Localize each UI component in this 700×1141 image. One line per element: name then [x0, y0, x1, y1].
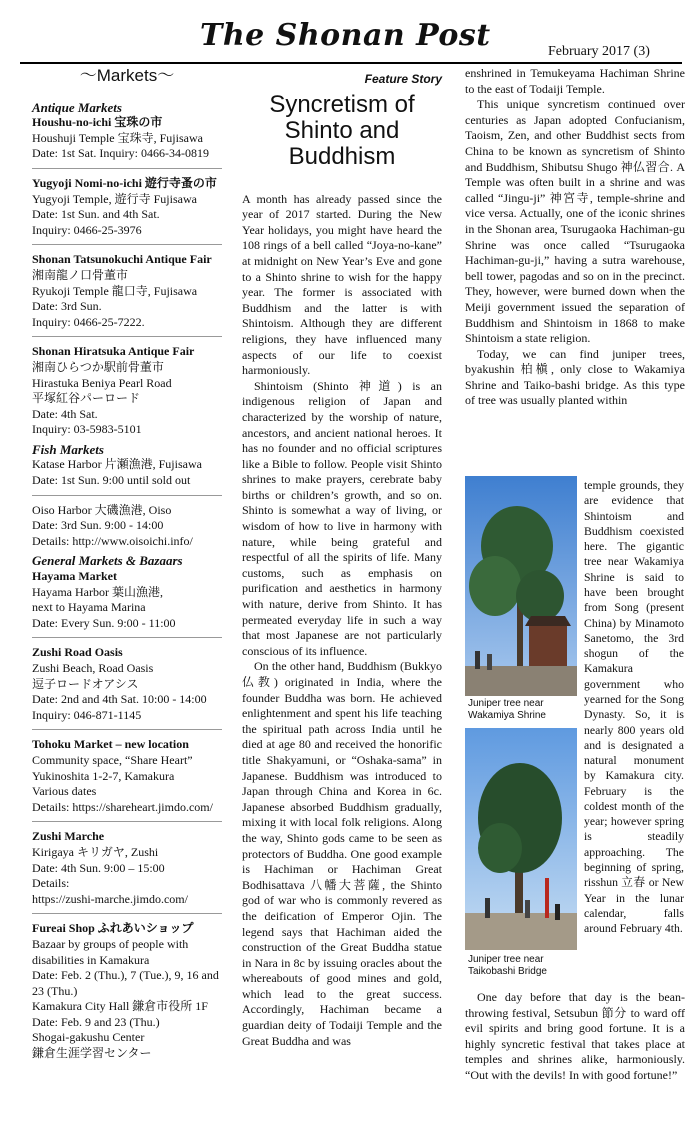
- market-detail: Date: Feb. 9 and 23 (Thu.): [32, 1014, 160, 1029]
- market-detail: Date: 1st Sun. and 4th Sat.: [32, 207, 160, 222]
- market-detail: Date: 4th Sat.: [32, 406, 98, 421]
- masthead: [0, 0, 700, 64]
- entry-divider: [32, 637, 222, 638]
- market-detail: 鎌倉生涯学習センター: [32, 1046, 152, 1061]
- entry-divider: [32, 244, 222, 245]
- market-entry: [32, 457, 222, 488]
- market-detail: Shogai-gakushu Center: [32, 1030, 145, 1045]
- juniper-photo-taikobashi: [465, 728, 577, 950]
- general-markets-heading: General Markets & Bazaars: [32, 553, 183, 569]
- article-paragraph: enshrined in Temukeyama Hachiman Shrine to the east of Todaiji Temple.: [465, 66, 685, 96]
- market-detail: Details: http://www.oisoichi.info/: [32, 533, 193, 548]
- photo-caption: Juniper tree near Wakamiya Shrine: [468, 698, 546, 721]
- market-entry: [32, 829, 222, 907]
- market-name: Zushi Road Oasis: [32, 645, 123, 660]
- market-detail: Date: 1st Sun. 9:00 until sold out: [32, 473, 191, 488]
- market-name: Zushi Marche: [32, 829, 105, 844]
- market-detail: Bazaar by groups of people with disabilities in Kamakura: [32, 936, 189, 967]
- photo-caption: Juniper tree near Taikobashi Bridge: [468, 954, 547, 977]
- market-detail: Hirastuka Beniya Pearl Road: [32, 375, 172, 390]
- newspaper-title: The Shonan Post: [200, 18, 491, 53]
- market-entry: [32, 115, 222, 162]
- market-detail: Yugyoji Temple, 遊行寺 Fujisawa: [32, 191, 197, 206]
- market-detail: next to Hayama Marina: [32, 600, 146, 615]
- article-headline: Syncretism of Shinto and Buddhism: [269, 90, 415, 170]
- market-name: Tohoku Market – new location: [32, 737, 189, 752]
- market-detail: Date: 2nd and 4th Sat. 10:00 - 14:00: [32, 692, 207, 707]
- market-detail: https://zushi-marche.jimdo.com/: [32, 891, 188, 906]
- market-detail: Date: Every Sun. 9:00 - 11:00: [32, 615, 176, 630]
- market-detail: Houshuji Temple 宝珠寺, Fujisawa: [32, 130, 203, 145]
- market-name: Houshu-no-ichi 宝珠の市: [32, 115, 163, 130]
- article-paragraph: Shintoism (Shinto 神道) is an indigenous religion of Japan and characterized by the worship of nature, ancestors, and ancient national heroes. It has no founder and no official scriptures like a Bible to follow. People visit Shinto shrines to make prayers, cerebrate baby births or children’s growth, and so on. Shinto is somewhat a way of living, or wisdom of how to live in harmony with nature, while being grateful and respectful of all the spirits of life. Many customs, such as emphasis on purification and aesthetics in harmony with nature, derive from Shinto. It has permeated everyday life in such a way that most Japanese are not particularly conscious of its influence.: [242, 378, 442, 658]
- article-paragraph: A month has already passed since the year of 2017 started. During the New Year holidays, you might have heard the 108 rings of a bell called “Joya-no-kane” at midnight on New Year’s Eve and gone to a Shinto shrine to wish for the happy year. The former is associated with Buddhism and the latter is with Shintoism. Although they are different religions, they have influenced many aspects of our life to coexist harmoniously.: [242, 191, 442, 378]
- market-entry: [32, 645, 222, 723]
- feature-label: Feature Story: [364, 72, 442, 86]
- article-paragraph: This unique syncretism continued over centuries as Japan adopted Confucianism, Taoism, Zen, and other Buddhist sects from China to be known as syncretism of Shinto and Buddhism, Shibutsu Shugo 神仏習合. A Temple was often built in a shrine and was called “Jingu-ji” 神宮寺, temple-shrine and vice versa. Actually, one of the iconic shrines in the Shonan area, Tsurugaoka Hachiman-gu Shrine was once called “Tsurugaoka Hachiman-gu-ji,” having a sutra warehouse, bell tower, pagodas and so on in the precinct. They, however, were burned down when the Meiji government issued the separation of Buddhism and Shintoism in 1868 to make Shintoism a state religion.: [465, 97, 685, 346]
- antique-market-list: [32, 115, 222, 438]
- article-paragraph: Today, we can find juniper trees, byakushin 柏槇, only close to Wakamiya Shrine and Taiko-bashi bridge. As this type of tree was usually planted within: [465, 346, 685, 408]
- market-entry: [32, 252, 222, 330]
- article-paragraph: On the other hand, Buddhism (Bukkyo 仏教) originated in India, where the founder Buddha was born. He achieved enlightenment and spent his life teaching the spiritual path across India until he died at age 80 and received the honorific title Shakyamuni, or “Oshaka-sama” in Japanese. Buddhism was introduced to Japan through China and Korea in 6c. Japanese absorbed Buddhism gradually, mixing it with local folk religions. Along the way, Shinto gods came to be seen as protectors of Buddha. One good example is Hachiman or Hachiman Great Bodhisattava 八幡大菩薩, the Shinto god of war who is commonly revered as the deification of Emperor Ojin. The legend says that Hachiman aided the construction of the Great Buddha statue in Nara in 8c by issuing oracles about the whereabouts of good mines and gold, which lead to the great success. Accordingly, Hachiman became a guardian deity of Todaiji Temple and the Great Buddha and was: [242, 659, 442, 1048]
- feature-column: [242, 66, 442, 1049]
- header-rule: [20, 62, 682, 64]
- market-detail: Details:: [32, 876, 70, 891]
- market-detail: Date: 1st Sat. Inquiry: 0466-34-0819: [32, 146, 209, 161]
- fish-market-list: [32, 457, 222, 549]
- article-paragraph: One day before that day is the bean-throwing festival, Setsubun 節分 to ward off evil spirits and bring good fortune. It is a highly syncretic festival that takes place at temples and shrines alike, harmoniously. “Out with the devils! In with good fortune!”: [465, 990, 685, 1082]
- market-detail: Date: 3rd Sun.: [32, 299, 102, 314]
- fish-markets-heading: Fish Markets: [32, 441, 104, 457]
- issue-date: February 2017 (3): [548, 44, 650, 59]
- market-entry: [32, 921, 222, 1061]
- market-detail: Ryukoji Temple 龍口寺, Fujisawa: [32, 283, 198, 298]
- market-detail: Date: 4th Sun. 9:00 – 15:00: [32, 860, 165, 875]
- market-detail: Date: Feb. 2 (Thu.), 7 (Tue.), 9, 16 and 23 (Thu.): [32, 968, 219, 998]
- market-entry: [32, 737, 222, 815]
- market-detail: Various dates: [32, 784, 97, 799]
- market-detail: Inquiry: 0466-25-3976: [32, 222, 142, 237]
- market-name: Yugyoji Nomi-no-ichi 遊行寺蚤の市: [32, 175, 217, 190]
- market-detail: Inquiry: 03-5983-5101: [32, 422, 142, 437]
- entry-divider: [32, 168, 222, 169]
- market-name: Shonan Hiratsuka Antique Fair: [32, 344, 195, 359]
- juniper-photo-wakamiya: [465, 476, 577, 696]
- market-detail: Hayama Harbor 葉山漁港,: [32, 584, 163, 599]
- market-detail: Details: https://shareheart.jimdo.com/: [32, 799, 213, 814]
- feature-column-continued: [465, 66, 685, 409]
- market-detail: Katase Harbor 片瀬漁港, Fujisawa: [32, 457, 202, 472]
- market-name: Hayama Market: [32, 569, 117, 584]
- market-entry: [32, 344, 222, 438]
- entry-divider: [32, 495, 222, 496]
- market-detail: 湘南ひらつか駅前骨董市: [32, 359, 164, 374]
- article-closing: [465, 990, 685, 1084]
- market-entry: [32, 176, 222, 238]
- market-name: Fureai Shop ふれあいショップ: [32, 921, 194, 936]
- market-detail: 湘南龍ノ口骨董市: [32, 267, 129, 282]
- market-entry: [32, 503, 222, 550]
- market-name: Shonan Tatsunokuchi Antique Fair: [32, 252, 212, 267]
- market-detail: Community space, “Share Heart”: [32, 752, 193, 767]
- market-detail: Yukinoshita 1-2-7, Kamakura: [32, 768, 175, 783]
- market-detail: Kirigaya キリガヤ, Zushi: [32, 844, 159, 859]
- market-detail: 平塚紅谷パーロード: [32, 391, 141, 406]
- market-detail: Zushi Beach, Road Oasis: [32, 661, 154, 675]
- entry-divider: [32, 729, 222, 730]
- antique-markets-heading: Antique Markets: [32, 99, 122, 115]
- general-market-list: [32, 569, 222, 1062]
- article-wrap-text: temple grounds, they are evidence that Shintoism and Buddhism coexisted here. The gigantic tree near Wakamiya Shrine is said to have been brought from Song (present China) by Minamoto Sanetomo, the 3rd shogun of the Kamakura government who yearned for the Song Dynasty. So, it is nearly 800 years old and is designated a natural monument by Kamakura city. February is the coldest month of the year; however spring is steadily approaching. The beginning of spring, risshun 立春 or New Year in the lunar calendar, falls around February 4th.: [584, 479, 684, 936]
- market-entry: [32, 569, 222, 631]
- markets-heading: 〜Markets〜: [79, 66, 175, 85]
- market-detail: Inquiry: 046-871-1145: [32, 707, 142, 722]
- markets-column: [32, 66, 222, 1062]
- market-detail: Kamakura City Hall 鎌倉市役所 1F: [32, 999, 208, 1014]
- entry-divider: [32, 821, 222, 822]
- market-detail: Inquiry: 0466-25-7222.: [32, 314, 145, 329]
- entry-divider: [32, 336, 222, 337]
- entry-divider: [32, 913, 222, 914]
- market-detail: 逗子ロードオアシス: [32, 676, 139, 691]
- market-detail: Date: 3rd Sun. 9:00 - 14:00: [32, 518, 164, 533]
- market-detail: Oiso Harbor 大磯漁港, Oiso: [32, 502, 172, 517]
